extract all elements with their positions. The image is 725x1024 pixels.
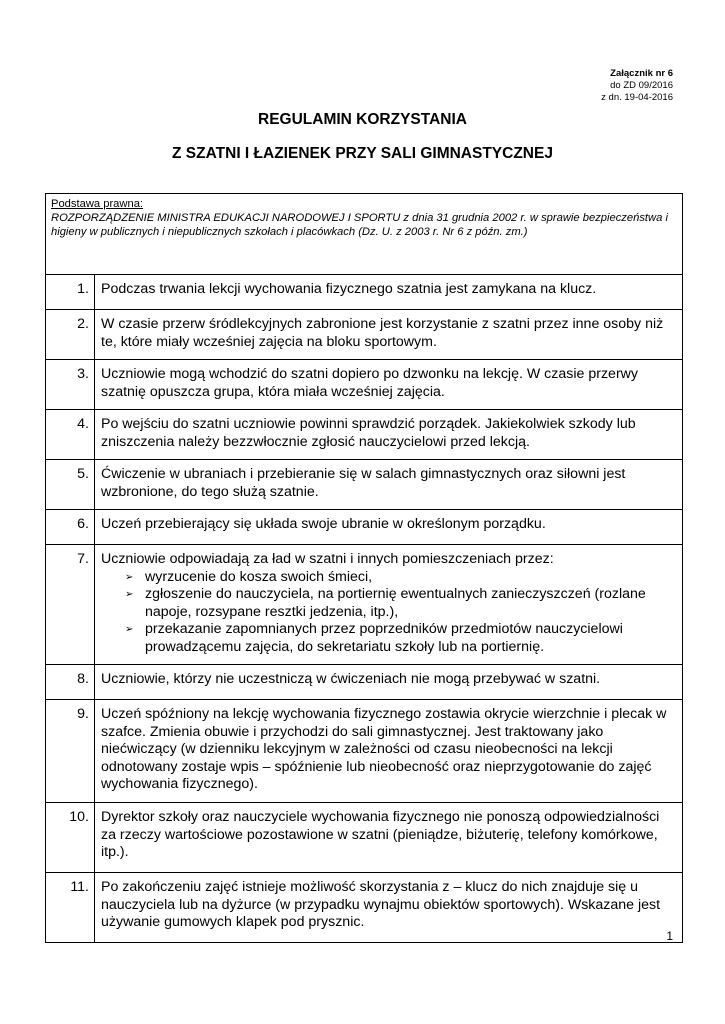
document-subtitle: Z SZATNI I ŁAZIENEK PRZY SALI GIMNASTYCZNEJ xyxy=(172,145,553,162)
rule-row xyxy=(46,545,683,665)
rule-text: Po wejściu do szatni uczniowie powinni sprawdzić porządek. Jakiekolwiek szkody lub zniszczenia należy bezzwłocznie zgłosić nauczycielowi przed lekcją. xyxy=(101,416,636,450)
rule-text: Uczniowie odpowiadają za ład w szatni i innych pomieszczeniach przez: xyxy=(101,551,554,567)
rule-cell xyxy=(95,310,683,360)
rule-number: 9. xyxy=(46,700,95,803)
page-number: 1 xyxy=(666,929,673,943)
rule-number: 10. xyxy=(46,803,95,873)
rule-text: Uczeń spóźniony na lekcję wychowania fizycznego zostawia okrycie wierzchnie i plecak w szafce. Zmienia obuwie i przychodzi do sali gimnastycznej. Jest traktowany jako niećwiczący (w dzienniku lekcyjnym w zależności od czasu nieobecności na lekcji odnotowany zostaje wpis – spóźnienie lub nieobecność oraz nieprzygotowanie do zajęć wychowania fizycznego). xyxy=(101,706,667,792)
annex-number: Załącznik nr 6 xyxy=(610,68,673,79)
rule-text: Uczeń przebierający się układa swoje ubranie w określonym porządku. xyxy=(101,516,546,532)
rule-bullet-item xyxy=(125,569,674,587)
rule-bullet-text: zgłoszenie do nauczyciela, na portiernię ewentualnych zanieczyszczeń (rozlane napoje, rozsypane resztki jedzenia, itp.), xyxy=(145,586,646,620)
rule-text: Uczniowie mogą wchodzić do szatni dopiero po dzwonku na lekcję. W czasie przerwy szatnię opuszcza grupa, która miała wcześniej zajęcia. xyxy=(101,366,639,400)
rule-text: Podczas trwania lekcji wychowania fizycznego szatnia jest zamykana na klucz. xyxy=(101,281,597,297)
rule-number: 6. xyxy=(46,510,95,545)
rule-number: 1. xyxy=(46,275,95,310)
rule-cell xyxy=(95,665,683,700)
rule-number: 8. xyxy=(46,665,95,700)
rule-row xyxy=(46,460,683,510)
annex-reference xyxy=(601,68,673,104)
rule-number: 7. xyxy=(46,545,95,665)
rule-row xyxy=(46,803,683,873)
rule-text: W czasie przerw śródlekcyjnych zabronione jest korzystanie z szatni przez inne osoby niż te, które miały wcześniej zajęcia na bloku sportowym. xyxy=(101,316,664,350)
rule-bullet-text: wyrzucenie do kosza swoich śmieci, xyxy=(145,568,373,585)
rule-text: Dyrektor szkoły oraz nauczyciele wychowania fizycznego nie ponoszą odpowiedzialności za rzeczy wartościowe pozostawione w szatni (pieniądze, biżuterię, telefony komórkowe, itp.). xyxy=(101,809,660,860)
legal-basis-cell xyxy=(46,194,683,275)
rule-row xyxy=(46,873,683,943)
rule-text: Uczniowie, którzy nie uczestniczą w ćwiczeniach nie mogą przebywać w szatni. xyxy=(101,671,601,687)
rule-text: Po zakończeniu zajęć istnieje możliwość skorzystania z – klucz do nich znajduje się u nauczyciela lub na dyżurce (w przypadku wynajmu obiektów sportowych). Wskazane jest używanie gumowych klapek pod prysznic. xyxy=(101,879,661,930)
rule-number: 5. xyxy=(46,460,95,510)
rule-cell xyxy=(95,700,683,803)
rule-number: 2. xyxy=(46,310,95,360)
legal-basis-row xyxy=(46,194,683,275)
rule-row xyxy=(46,510,683,545)
rule-bullet-list xyxy=(101,569,674,657)
rule-cell xyxy=(95,545,683,665)
rule-row xyxy=(46,275,683,310)
rule-cell xyxy=(95,510,683,545)
rule-bullet-text: przekazanie zapomnianych przez poprzedników przedmiotów nauczycielowi prowadzącemu zajęcia, do sekretariatu szkoły lub na portiernię. xyxy=(145,621,623,655)
rule-row xyxy=(46,360,683,410)
rule-cell xyxy=(95,275,683,310)
rule-cell xyxy=(95,803,683,873)
rule-row xyxy=(46,665,683,700)
rule-cell xyxy=(95,360,683,410)
rule-number: 3. xyxy=(46,360,95,410)
rule-text: Ćwiczenie w ubraniach i przebieranie się w salach gimnastycznych oraz siłowni jest wzbronione, do tego służą szatnie. xyxy=(101,466,626,500)
arrow-bullet-icon: ➢ xyxy=(125,571,134,583)
rule-row xyxy=(46,700,683,803)
rules-table xyxy=(45,193,683,943)
legal-basis-label: Podstawa prawna: xyxy=(51,198,144,210)
rule-cell xyxy=(95,460,683,510)
arrow-bullet-icon: ➢ xyxy=(125,624,134,635)
rule-row xyxy=(46,410,683,460)
rule-bullet-item xyxy=(125,621,674,656)
annex-date: z dn. 19-04-2016 xyxy=(601,92,673,103)
arrow-bullet-icon: ➢ xyxy=(125,589,134,600)
legal-basis-text: ROZPORZĄDZENIE MINISTRA EDUKACJI NARODOWEJ I SPORTU z dnia 31 grudnia 2002 r. w sprawie bezpieczeństwa i higieny w publicznych i niepublicznych szkołach i placówkach (Dz. U. z 2003 r. Nr 6 z późn. zm.) xyxy=(51,212,668,238)
rule-row xyxy=(46,310,683,360)
annex-document: do ZD 09/2016 xyxy=(610,80,673,91)
rule-bullet-item xyxy=(125,586,674,621)
document-title: REGULAMIN KORZYSTANIA xyxy=(258,111,467,128)
rule-cell xyxy=(95,873,683,943)
rule-number: 4. xyxy=(46,410,95,460)
rule-number: 11. xyxy=(46,873,95,943)
rule-cell xyxy=(95,410,683,460)
